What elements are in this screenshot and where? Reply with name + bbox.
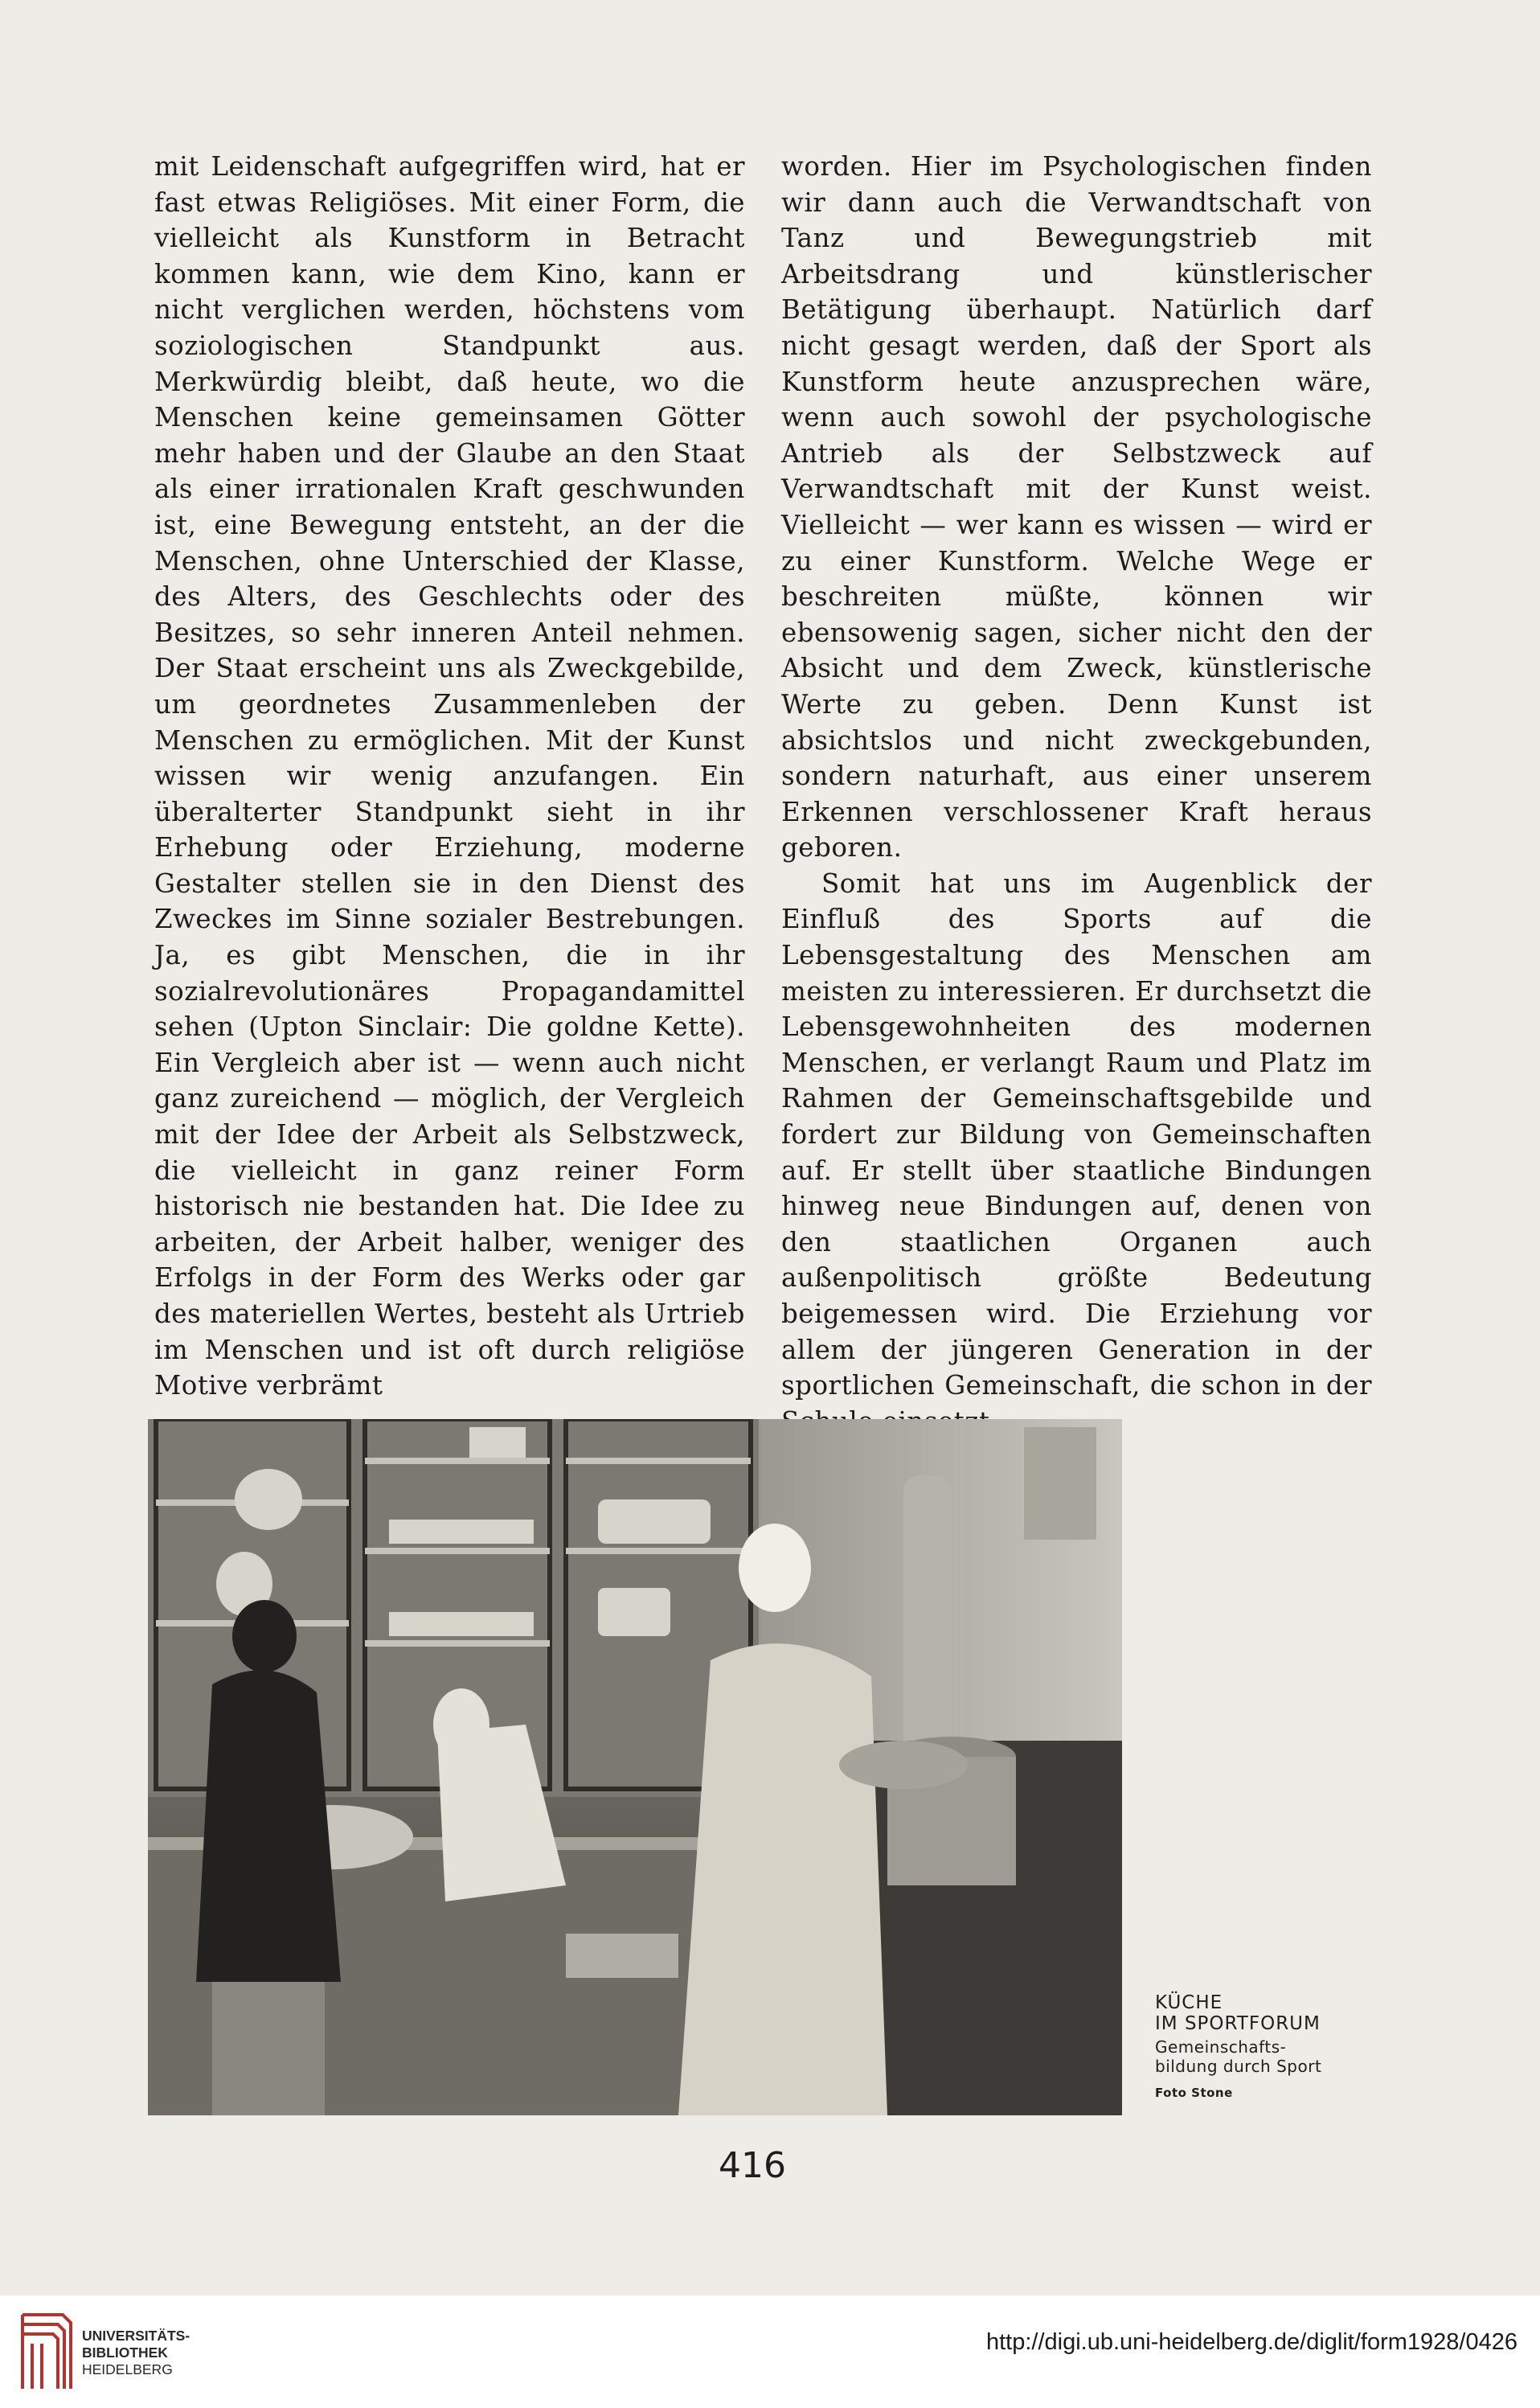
library-name-line: HEIDELBERG [82, 2361, 173, 2377]
right-text-column [781, 149, 1372, 1439]
paragraph: mit Leidenschaft aufgegriffen wird, hat er fast etwas Religiöses. Mit einer Form, die vielleicht als Kunstform in Betracht kommen kann, wie dem Kino, kann er nicht verglichen werden, höchstens vom soziologischen Standpunkt aus. Merkwürdig bleibt, daß heute, wo die Menschen keine gemeinsamen Götter mehr haben und der Glaube an den Staat als einer irrationalen Kraft geschwunden ist, eine Bewegung entsteht, an der die Menschen, ohne Unterschied der Klasse, des Alters, des Geschlechts oder des Besitzes, so sehr inneren Anteil nehmen. Der Staat erscheint uns als Zweckgebilde, um geordnetes Zusammenleben der Menschen zu ermöglichen. Mit der Kunst wissen wir wenig anzufangen. Ein überalterter Standpunkt sieht in ihr Erhebung oder Erziehung, moderne Gestalter stellen sie in den Dienst des Zweckes im Sinne sozialer Bestrebungen. Ja, es gibt Menschen, die in ihr sozialrevolutionäres Propagandamittel sehen (Upton Sinclair: Die goldne Kette). Ein Vergleich aber ist — wenn auch nicht ganz zureichend — möglich, der Vergleich mit der Idee der Arbeit als Selbstzweck, die vielleicht in ganz reiner Form historisch nie bestanden hat. Die Idee zu arbeiten, der Arbeit halber, weniger des Erfolgs in der Form des Werks oder gar des materiellen Wertes, besteht als Urtrieb im Menschen und ist oft durch religiöse Motive verbrämt [154, 151, 745, 1401]
page-number: 416 [719, 2145, 786, 2186]
kitchen-photo [148, 1419, 1122, 2115]
library-logo-icon[interactable] [18, 2312, 76, 2392]
paragraph: Somit hat uns im Augenblick der Einfluß des Sports auf die Lebensgestaltung des Menschen am meisten zu interessieren. Er durchsetzt die Lebensgewohnheiten des modernen Menschen, er verlangt Raum und Platz im Rahmen der Gemeinschaftsgebilde und fordert zur Bildung von Gemeinschaften auf. Er stellt über staatliche Bindungen hinweg neue Bindungen auf, denen von den staatlichen Organen auch außenpolitisch größte Bedeutung beigemessen wird. Die Erziehung vor allem der jüngeren Generation in der sportlichen Gemeinschaft, die schon in der [781, 868, 1372, 1401]
paragraph: worden. Hier im Psychologischen finden wir dann auch die Verwandtschaft von Tanz und Bewegungstrieb mit Arbeitsdrang und künstlerischer Betätigung überhaupt. Natürlich darf nicht gesagt werden, daß der Sport als Kunstform heute anzusprechen wäre, wenn auch sowohl der psychologische Antrieb als der Selbstzweck auf Verwandtschaft mit der Kunst weist. Vielleicht — wer kann es wissen — wird er zu einer Kunstform. Welche Wege er beschreiten müßte, können wir ebensowenig sagen, sicher nicht den der Absicht und dem Zweck, künstlerische Werte zu geben. Denn Kunst ist absichtslos und nicht zweckgebunden, sondern naturhaft, aus einer unserem Erkennen verschlossener Kraft heraus geboren. [781, 151, 1372, 864]
caption-title-line: KÜCHE [1155, 1992, 1223, 2013]
caption-subtitle-line: bildung durch Sport [1155, 2057, 1322, 2076]
photo-credit: Foto Stone [1155, 2086, 1233, 2100]
library-name-line: UNIVERSITÄTS- [82, 2328, 190, 2344]
caption-subtitle-line: Gemeinschafts- [1155, 2037, 1287, 2057]
photo-caption [1155, 1992, 1396, 2100]
library-name-line: BIBLIOTHEK [82, 2344, 168, 2361]
library-name [82, 2328, 190, 2378]
source-url-link[interactable]: http://digi.ub.uni-heidelberg.de/diglit/form1928/0426 [985, 2329, 1517, 2355]
digitization-footer [0, 2295, 1540, 2408]
caption-title-line: IM SPORTFORUM [1155, 2013, 1321, 2034]
left-text-column [154, 149, 745, 1404]
